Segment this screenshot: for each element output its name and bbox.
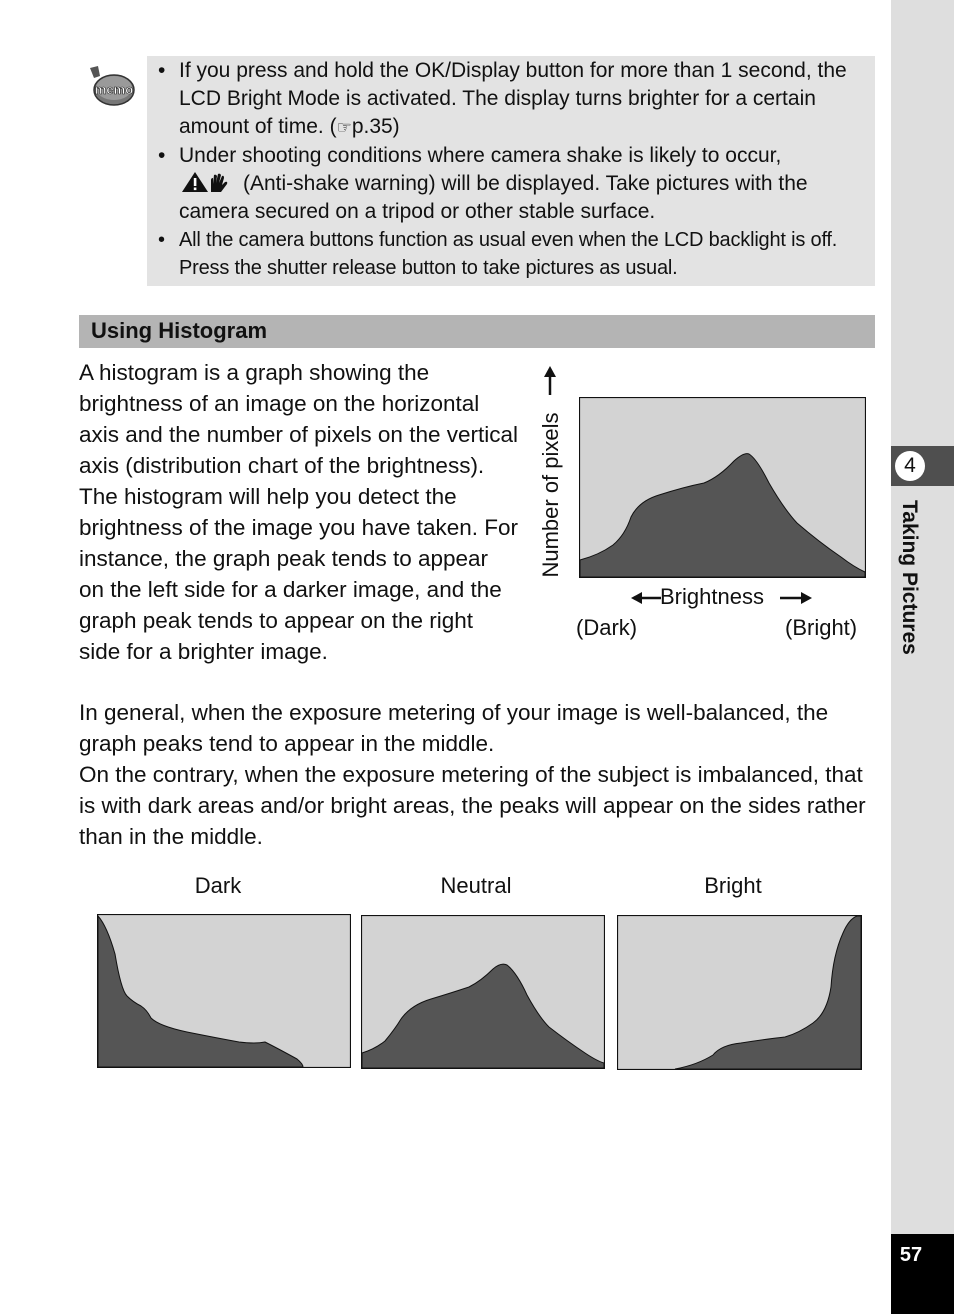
main-histogram-graph <box>579 397 866 578</box>
memo-bullet-1 <box>157 57 869 142</box>
imbalanced-paragraph: On the contrary, when the exposure metering of the subject is imbalanced, that is with dark areas and/or bright areas, the peaks will appear on the sides rather than in the middle. <box>79 762 866 849</box>
neutral-histogram-graph <box>361 915 605 1069</box>
memo-bullet-1-ref[interactable]: p.35) <box>351 115 400 138</box>
x-axis-label: Brightness <box>660 584 764 609</box>
y-axis-label-wrap <box>537 395 567 595</box>
dark-example-title: Dark <box>194 873 242 898</box>
chapter-number: 4 <box>895 451 925 481</box>
y-axis-label: Number of pixels <box>538 412 563 578</box>
balanced-paragraph: In general, when the exposure metering of your image is well-balanced, the graph peaks tend to appear in the middle. <box>79 700 829 756</box>
memo-bullet-2-text-b: (Anti-shake warning) will be displayed. Take pictures with the camera secured on a tripod or other stable surface. <box>179 172 808 223</box>
x-axis-bright-label: (Bright) <box>785 615 858 640</box>
page-number: 57 <box>899 1244 923 1266</box>
anti-shake-warning-icon <box>181 171 233 193</box>
right-arrow-icon <box>780 591 812 605</box>
neutral-example-title: Neutral <box>440 873 512 898</box>
bright-example-title: Bright <box>704 873 762 898</box>
left-arrow-icon <box>631 591 661 605</box>
section-title: Using Histogram <box>91 318 268 343</box>
memo-bullet-2-text-a: Under shooting conditions where camera shake is likely to occur, <box>179 144 782 167</box>
memo-icon <box>86 64 136 110</box>
chapter-sidebar <box>891 0 954 1314</box>
memo-bullet-1-text: If you press and hold the OK/Display button for more than 1 second, the LCD Bright Mode is activated. The display turns brighter for a certain amount of time. ( <box>179 59 847 138</box>
memo-bullet-2 <box>157 142 869 226</box>
memo-bullet-3: • All the camera buttons function as usual even when the LCD backlight is off. Press the shutter release button to take pictures as usual. <box>157 226 869 282</box>
x-axis-dark-label: (Dark) <box>576 615 638 640</box>
dark-histogram-graph <box>97 914 351 1068</box>
chapter-title: Taking Pictures <box>898 500 921 655</box>
up-arrow-icon <box>543 366 557 396</box>
bright-histogram-graph <box>617 915 862 1070</box>
page-reference-icon: ☞ <box>336 118 352 137</box>
svg-text:memo: memo <box>94 82 134 97</box>
memo-list <box>157 57 869 282</box>
histogram-intro-paragraph: A histogram is a graph showing the brightness of an image on the horizontal axis and the number of pixels on the vertical axis (distribution chart of the brightness). The histogram will help you detect the brightness of the image you have taken. For instance, the graph peak tends to appear on the left side for a darker image, and the graph peak tends to appear on the right side for a brighter image. <box>79 360 519 664</box>
